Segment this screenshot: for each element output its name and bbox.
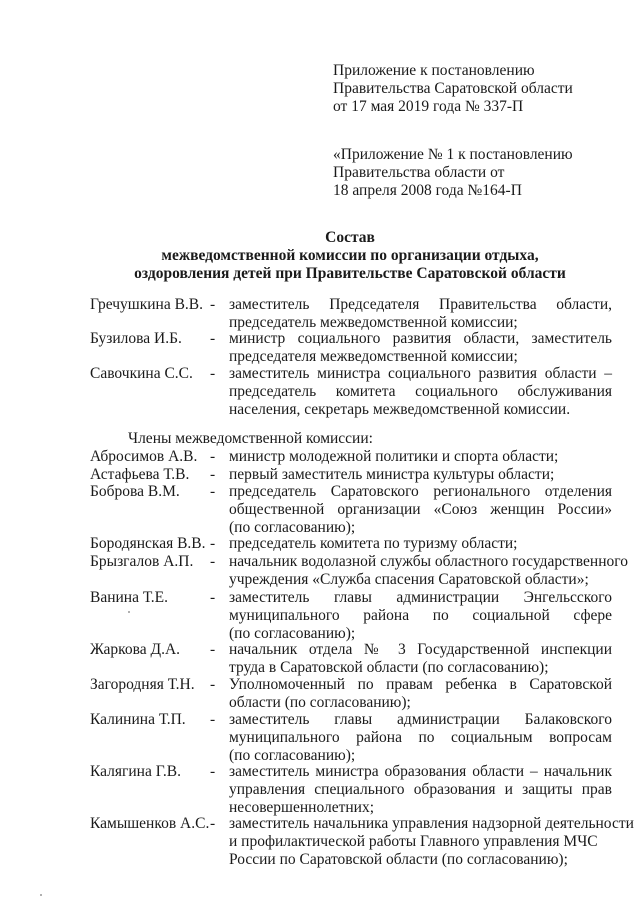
position-line: председатель комитета социального обслуживания bbox=[229, 383, 612, 400]
position-line: начальник водолазной службы областного государственного bbox=[229, 553, 628, 570]
scan-speck bbox=[40, 894, 42, 896]
appendix-line: Правительства Саратовской области bbox=[333, 80, 573, 97]
position-line: заместитель Председателя Правительства области, bbox=[229, 296, 612, 313]
member-position bbox=[229, 483, 612, 537]
appendix-line: от 17 мая 2019 года № 337-П bbox=[333, 98, 524, 115]
member-position bbox=[229, 589, 612, 643]
member-name: Калинина Т.П. bbox=[90, 711, 186, 728]
position-line: несовершеннолетних; bbox=[229, 799, 375, 816]
member-position bbox=[229, 711, 612, 765]
member-dash: - bbox=[210, 711, 216, 728]
member-position bbox=[229, 296, 612, 332]
position-line: заместитель главы администрации Энгельсского bbox=[229, 589, 612, 606]
title-line: Состав bbox=[325, 229, 375, 246]
member-name: Загородняя Т.Н. bbox=[90, 676, 195, 693]
member-name: Калягина Г.В. bbox=[90, 763, 182, 780]
original-appendix-header bbox=[333, 146, 573, 200]
appendix-line: «Приложение № 1 к постановлению bbox=[333, 146, 573, 163]
position-line: заместитель министра социального развития области – bbox=[229, 365, 612, 382]
position-line: общественной организации «Союз женщин России» bbox=[229, 501, 612, 518]
member-position bbox=[229, 641, 612, 677]
position-line: председателя межведомственной комиссии; bbox=[229, 348, 518, 365]
member-dash: - bbox=[210, 330, 216, 347]
appendix-header bbox=[333, 62, 573, 116]
member-name: Камышенков А.С. bbox=[90, 815, 210, 832]
position-line: населения, секретарь межведомственной комиссии. bbox=[229, 401, 571, 418]
position-line: (по согласованию); bbox=[229, 625, 356, 642]
member-dash: - bbox=[210, 483, 216, 500]
position-line: заместитель главы администрации Балаковского bbox=[229, 711, 612, 728]
position-line: министр социального развития области, заместитель bbox=[229, 330, 612, 347]
position-line: муниципального района по социальной сфере bbox=[229, 607, 612, 624]
position-line: начальник отдела № 3 Государственной инспекции bbox=[229, 641, 612, 658]
position-line: председатель комитета по туризму области; bbox=[229, 535, 518, 552]
appendix-line: 18 апреля 2008 года №164-П bbox=[333, 182, 522, 199]
member-dash: - bbox=[210, 676, 216, 693]
position-line: председатель Саратовского регионального отделения bbox=[229, 483, 612, 500]
document-title bbox=[90, 229, 610, 283]
member-name: Бузилова И.Б. bbox=[90, 330, 182, 347]
member-dash: - bbox=[210, 296, 216, 313]
scan-speck bbox=[128, 611, 130, 613]
member-position bbox=[229, 553, 628, 589]
position-line: труда в Саратовской области (по согласованию); bbox=[229, 659, 549, 676]
member-dash: - bbox=[210, 448, 216, 465]
position-line: муниципального района по социальным вопросам bbox=[229, 729, 612, 746]
member-name: Ванина Т.Е. bbox=[90, 589, 168, 606]
member-dash: - bbox=[210, 763, 216, 780]
position-line: учреждения «Служба спасения Саратовской области»; bbox=[229, 571, 589, 588]
member-name: Гречушкина В.В. bbox=[90, 296, 204, 313]
member-dash: - bbox=[210, 365, 216, 382]
position-line: и профилактической работы Главного управления МЧС bbox=[229, 833, 598, 850]
position-line: (по согласованию); bbox=[229, 747, 356, 764]
position-line: заместитель министра образования области – начальник bbox=[229, 763, 612, 780]
member-name: Абросимов А.В. bbox=[90, 448, 198, 465]
title-line: оздоровления детей при Правительстве Саратовской области bbox=[134, 265, 566, 282]
member-dash: - bbox=[210, 466, 216, 483]
member-name: Савочкина С.С. bbox=[90, 365, 193, 382]
member-name: Брызгалов А.П. bbox=[90, 553, 194, 570]
member-position bbox=[229, 448, 612, 466]
appendix-line: Приложение к постановлению bbox=[333, 62, 535, 79]
member-position bbox=[229, 763, 612, 817]
members-heading: Члены межведомственной комиссии: bbox=[128, 430, 373, 447]
member-dash: - bbox=[210, 589, 216, 606]
member-dash: - bbox=[210, 553, 216, 570]
member-dash: - bbox=[210, 641, 216, 658]
position-line: председатель межведомственной комиссии; bbox=[229, 314, 518, 331]
position-line: области (по согласованию); bbox=[229, 694, 411, 711]
member-name: Боброва В.М. bbox=[90, 483, 180, 500]
position-line: Уполномоченный по правам ребенка в Саратовской bbox=[229, 676, 612, 693]
position-line: (по согласованию); bbox=[229, 519, 356, 536]
member-name: Бородянская В.В. bbox=[90, 535, 206, 552]
position-line: управления специального образования и защиты прав bbox=[229, 781, 612, 798]
member-position bbox=[229, 535, 612, 553]
member-position bbox=[229, 330, 612, 366]
title-line: межведомственной комиссии по организации отдыха, bbox=[161, 247, 539, 264]
position-line: заместитель начальника управления надзорной деятельности bbox=[229, 815, 634, 832]
position-line: первый заместитель министра культуры области; bbox=[229, 466, 555, 483]
position-line: России по Саратовской области (по согласованию); bbox=[229, 851, 568, 868]
member-position bbox=[229, 815, 634, 869]
member-position bbox=[229, 466, 612, 484]
member-position bbox=[229, 676, 612, 712]
member-dash: - bbox=[210, 535, 216, 552]
member-position bbox=[229, 365, 612, 419]
member-name: Жаркова Д.А. bbox=[90, 641, 181, 658]
member-name: Астафьева Т.В. bbox=[90, 466, 190, 483]
member-dash: - bbox=[210, 815, 216, 832]
position-line: министр молодежной политики и спорта области; bbox=[229, 448, 559, 465]
appendix-line: Правительства области от bbox=[333, 164, 505, 181]
